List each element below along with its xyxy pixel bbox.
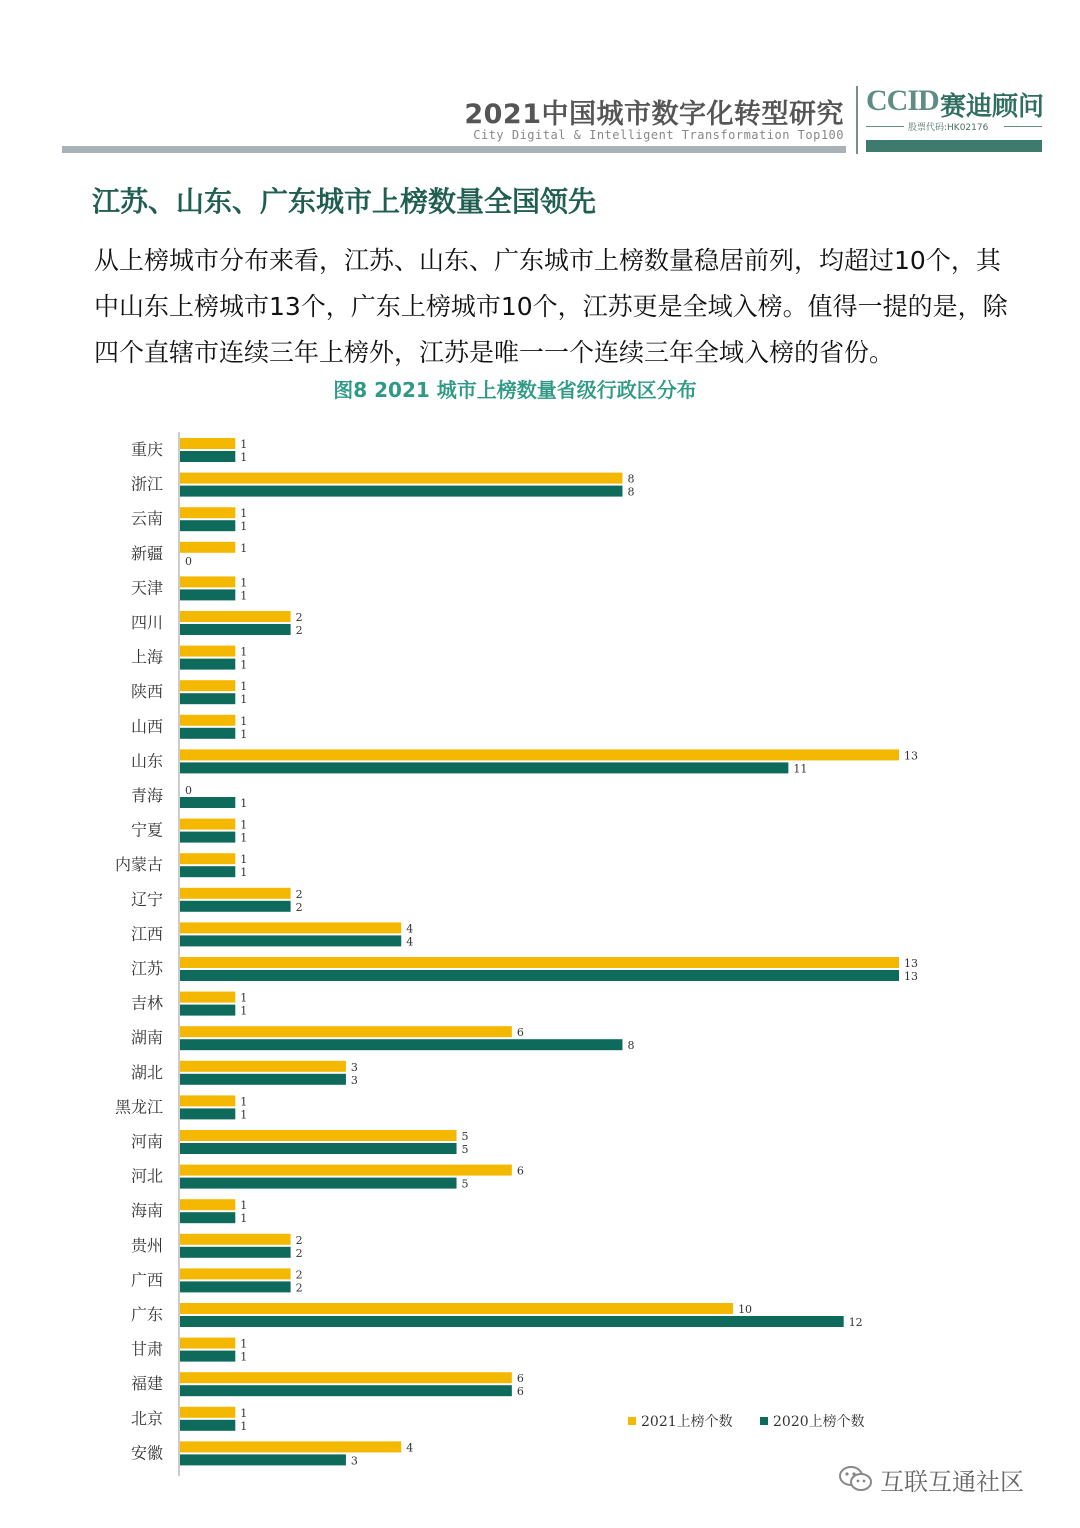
data-label: 4 bbox=[406, 935, 414, 949]
data-label: 13 bbox=[904, 749, 918, 763]
bar bbox=[180, 1338, 235, 1349]
bar bbox=[180, 451, 235, 462]
header-divider bbox=[856, 86, 858, 154]
bar bbox=[180, 1385, 512, 1396]
bar bbox=[180, 542, 235, 553]
bar bbox=[180, 438, 235, 449]
bar bbox=[180, 970, 899, 981]
y-tick-label: 天津 bbox=[130, 578, 163, 598]
y-tick-label: 宁夏 bbox=[130, 820, 163, 840]
data-label: 6 bbox=[516, 1026, 524, 1040]
data-label: 1 bbox=[240, 853, 248, 867]
data-label: 1 bbox=[240, 727, 248, 741]
y-tick-label: 黑龙江 bbox=[114, 1097, 163, 1117]
data-label: 6 bbox=[516, 1372, 524, 1386]
data-label: 2 bbox=[295, 611, 303, 624]
y-tick-label: 浙江 bbox=[130, 474, 163, 494]
data-label: 3 bbox=[350, 1073, 358, 1087]
data-label: 1 bbox=[240, 831, 248, 845]
bar bbox=[180, 797, 235, 808]
data-label: 1 bbox=[240, 1419, 248, 1433]
data-label: 1 bbox=[240, 714, 248, 728]
bar bbox=[180, 1351, 235, 1362]
paragraph-line: 中山东上榜城市13个，广东上榜城市10个，江苏更是全域入榜。值得一提的是，除 bbox=[94, 292, 1008, 321]
y-tick-label: 上海 bbox=[130, 647, 163, 667]
y-tick-label: 安徽 bbox=[130, 1443, 163, 1463]
ccid-logo bbox=[864, 84, 1046, 154]
y-tick-label: 广东 bbox=[130, 1305, 163, 1324]
data-label: 1 bbox=[240, 589, 248, 603]
y-tick-label: 陕西 bbox=[130, 682, 163, 702]
y-tick-label: 河南 bbox=[130, 1132, 163, 1151]
data-label: 8 bbox=[627, 1039, 635, 1053]
data-label: 5 bbox=[461, 1177, 469, 1191]
data-label: 1 bbox=[240, 451, 248, 464]
data-label: 1 bbox=[240, 680, 248, 694]
data-label: 1 bbox=[240, 1004, 248, 1018]
bar bbox=[180, 659, 235, 670]
data-label: 1 bbox=[240, 520, 248, 534]
y-tick-label: 云南 bbox=[130, 509, 163, 529]
legend-label: 2021上榜个数 bbox=[641, 1414, 733, 1430]
bar bbox=[180, 1143, 457, 1154]
bar bbox=[180, 1281, 291, 1292]
data-label: 2 bbox=[295, 1281, 303, 1295]
bar bbox=[180, 832, 235, 843]
paragraph-line: 从上榜城市分布来看，江苏、山东、广东城市上榜数量稳居前列，均超过10个，其 bbox=[94, 246, 1001, 275]
bar bbox=[180, 1165, 512, 1176]
legend-label: 2020上榜个数 bbox=[773, 1414, 865, 1430]
y-tick-label: 湖北 bbox=[130, 1062, 163, 1082]
logo-strip bbox=[866, 140, 1042, 152]
bar bbox=[180, 853, 235, 864]
bar bbox=[180, 624, 291, 635]
legend-swatch bbox=[760, 1417, 768, 1425]
header-subtitle: City Digital & Intelligent Transformation Top100 bbox=[473, 128, 844, 142]
data-label: 2 bbox=[295, 624, 303, 637]
data-label: 1 bbox=[240, 1406, 248, 1420]
bar bbox=[180, 1234, 291, 1245]
y-tick-label: 重庆 bbox=[130, 440, 163, 459]
data-label: 5 bbox=[461, 1130, 469, 1143]
logo-line-left bbox=[866, 126, 904, 127]
bar bbox=[180, 1268, 291, 1279]
bar bbox=[180, 486, 622, 497]
bar bbox=[180, 1316, 844, 1327]
bar bbox=[180, 1095, 235, 1106]
logo-registration: 股票代码:HK02176 bbox=[908, 123, 989, 133]
bar bbox=[180, 992, 235, 1003]
data-label: 2 bbox=[295, 1233, 303, 1247]
data-label: 2 bbox=[295, 887, 303, 901]
data-label: 5 bbox=[461, 1143, 469, 1156]
data-label: 0 bbox=[185, 784, 192, 797]
data-label: 4 bbox=[406, 1441, 414, 1455]
bar bbox=[180, 1108, 235, 1119]
y-tick-label: 山东 bbox=[130, 751, 163, 771]
bar bbox=[180, 1441, 401, 1452]
data-label: 1 bbox=[240, 1108, 248, 1122]
bar bbox=[180, 646, 235, 657]
bar bbox=[180, 728, 235, 739]
y-tick-label: 新疆 bbox=[130, 543, 163, 563]
bar bbox=[180, 1212, 235, 1223]
y-tick-label: 江苏 bbox=[130, 959, 163, 978]
y-tick-label: 甘肃 bbox=[130, 1339, 163, 1359]
bar bbox=[180, 1039, 622, 1050]
bar bbox=[180, 693, 235, 704]
data-label: 1 bbox=[240, 507, 248, 521]
data-label: 1 bbox=[240, 438, 248, 451]
bar bbox=[180, 819, 235, 830]
data-label: 8 bbox=[627, 485, 635, 499]
bar bbox=[180, 957, 899, 968]
wechat-icon bbox=[838, 1464, 874, 1494]
data-label: 1 bbox=[240, 576, 248, 590]
bar bbox=[180, 922, 401, 933]
bar bbox=[180, 611, 291, 622]
bar bbox=[180, 1026, 512, 1037]
data-label: 1 bbox=[240, 991, 248, 1005]
bar bbox=[180, 1407, 235, 1418]
y-tick-label: 青海 bbox=[130, 786, 163, 805]
figure-title: 图8 2021 城市上榜数量省级行政区分布 bbox=[333, 378, 697, 402]
watermark bbox=[838, 1458, 1058, 1502]
y-tick-label: 广西 bbox=[130, 1270, 163, 1290]
y-tick-label: 北京 bbox=[130, 1408, 163, 1428]
data-label: 6 bbox=[516, 1164, 524, 1178]
y-tick-label: 湖南 bbox=[130, 1028, 163, 1048]
y-tick-label: 河北 bbox=[130, 1166, 163, 1186]
data-label: 13 bbox=[904, 970, 918, 983]
bar bbox=[180, 576, 235, 587]
y-tick-label: 内蒙古 bbox=[114, 855, 163, 875]
bar bbox=[180, 1199, 235, 1210]
data-label: 1 bbox=[240, 1199, 248, 1213]
paragraph-line: 四个直辖市连续三年上榜外，江苏是唯一一个连续三年全域入榜的省份。 bbox=[94, 338, 895, 367]
logo-line-right bbox=[1004, 126, 1042, 127]
data-label: 3 bbox=[350, 1454, 358, 1468]
legend-swatch bbox=[628, 1417, 636, 1425]
y-tick-label: 江西 bbox=[130, 924, 163, 944]
logo-name: 赛迪顾问 bbox=[940, 92, 1045, 122]
bar bbox=[180, 1372, 512, 1383]
bar bbox=[180, 901, 291, 912]
y-tick-label: 贵州 bbox=[130, 1235, 163, 1255]
bar bbox=[180, 1454, 346, 1465]
y-tick-label: 福建 bbox=[130, 1374, 163, 1394]
bar-chart bbox=[0, 420, 1080, 1480]
body-paragraph bbox=[94, 238, 1024, 376]
data-label: 11 bbox=[793, 762, 808, 776]
bar bbox=[180, 1130, 457, 1141]
logo-brand: CCID bbox=[866, 84, 939, 117]
bar bbox=[180, 1061, 346, 1072]
y-tick-label: 吉林 bbox=[130, 993, 163, 1013]
data-label: 1 bbox=[240, 693, 248, 707]
data-label: 2 bbox=[295, 1246, 303, 1260]
header-title: 2021中国城市数字化转型研究 bbox=[464, 99, 844, 130]
bar bbox=[180, 520, 235, 531]
data-label: 8 bbox=[627, 472, 635, 486]
data-label: 1 bbox=[240, 797, 248, 810]
data-label: 2 bbox=[295, 1268, 303, 1282]
bar bbox=[180, 473, 622, 484]
data-label: 3 bbox=[350, 1060, 358, 1074]
bar bbox=[180, 1178, 457, 1189]
data-label: 6 bbox=[516, 1385, 524, 1399]
data-label: 1 bbox=[240, 1350, 248, 1364]
y-tick-label: 山西 bbox=[130, 716, 163, 736]
data-label: 0 bbox=[185, 554, 192, 568]
data-label: 1 bbox=[240, 818, 248, 832]
bar bbox=[180, 762, 788, 773]
bar bbox=[180, 749, 899, 760]
data-label: 12 bbox=[848, 1316, 863, 1329]
data-label: 1 bbox=[240, 1212, 248, 1226]
y-tick-label: 海南 bbox=[130, 1201, 163, 1221]
bar bbox=[180, 589, 235, 600]
bar bbox=[180, 1074, 346, 1085]
data-label: 2 bbox=[295, 900, 303, 914]
y-tick-label: 辽宁 bbox=[130, 889, 163, 909]
bar bbox=[180, 1420, 235, 1431]
data-label: 1 bbox=[240, 658, 248, 672]
bar bbox=[180, 935, 401, 946]
bar bbox=[180, 1247, 291, 1258]
data-label: 1 bbox=[240, 645, 248, 659]
bar bbox=[180, 1005, 235, 1016]
data-label: 10 bbox=[738, 1303, 753, 1316]
page-header bbox=[0, 0, 1080, 160]
bar bbox=[180, 888, 291, 899]
data-label: 13 bbox=[904, 957, 918, 970]
bar bbox=[180, 680, 235, 691]
bar bbox=[180, 507, 235, 518]
data-label: 1 bbox=[240, 1337, 248, 1351]
data-label: 1 bbox=[240, 1095, 248, 1109]
data-label: 1 bbox=[240, 866, 248, 880]
bar bbox=[180, 866, 235, 877]
data-label: 4 bbox=[406, 922, 414, 936]
y-tick-label: 四川 bbox=[130, 613, 163, 632]
watermark-text: 互联互通社区 bbox=[880, 1468, 1024, 1496]
bar bbox=[180, 1303, 733, 1314]
data-label: 1 bbox=[240, 541, 248, 555]
section-title: 江苏、山东、广东城市上榜数量全国领先 bbox=[92, 185, 597, 218]
header-rule bbox=[62, 146, 846, 153]
bar bbox=[180, 715, 235, 726]
